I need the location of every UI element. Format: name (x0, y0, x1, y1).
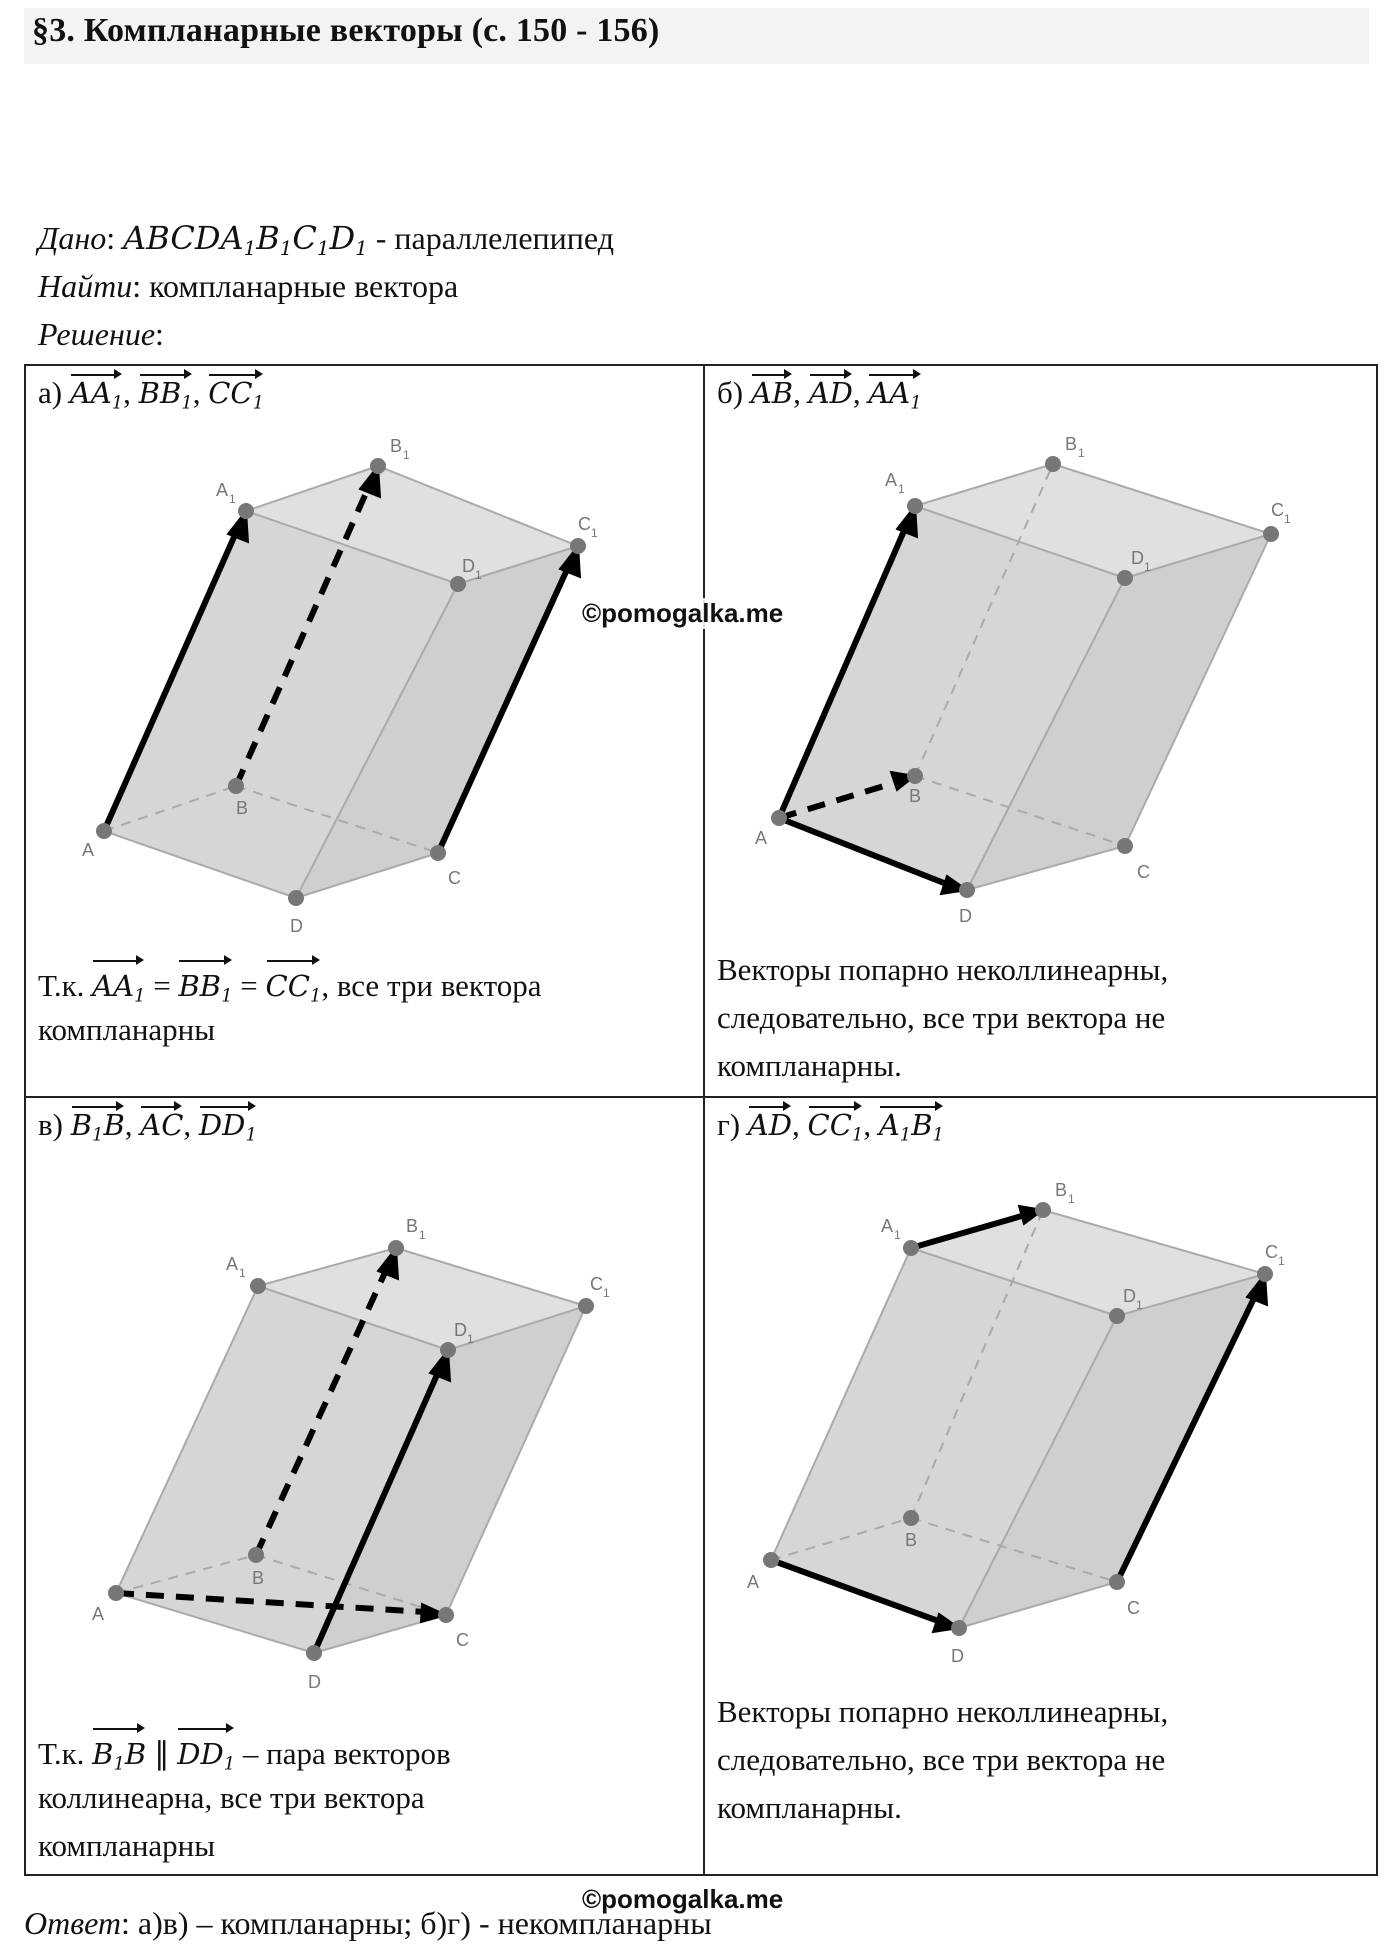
vector-aa1: $AA_1$ (70, 372, 123, 413)
svg-text:B: B (236, 798, 249, 818)
svg-text:D: D (959, 906, 972, 926)
svg-text:1: 1 (467, 1332, 474, 1346)
watermark-middle: ©pomogalka.me (582, 598, 784, 628)
svg-text:1: 1 (1068, 1192, 1075, 1206)
svg-text:A: A (216, 480, 229, 500)
svg-text:D: D (290, 916, 303, 936)
svg-text:A: A (881, 1216, 894, 1236)
cell-g-text-line1: Векторы попарно неколлинеарны, (717, 1694, 1169, 1729)
svg-text:A: A (92, 1604, 105, 1624)
svg-text:1: 1 (1284, 512, 1291, 526)
svg-text:1: 1 (1136, 1298, 1143, 1312)
svg-text:A: A (885, 470, 898, 490)
vector-cc1: $CC_1$ (208, 372, 264, 413)
svg-text:A: A (747, 1572, 760, 1592)
svg-text:A: A (82, 840, 95, 860)
cell-b-text-line2: следовательно, все три вектора не (717, 1000, 1166, 1035)
svg-text:1: 1 (1278, 1254, 1285, 1268)
vector-ad: AD (809, 372, 853, 410)
svg-text:1: 1 (591, 526, 598, 540)
given-parallelepiped: $ABCDA_1B_1C_1D_1$ (123, 219, 368, 260)
svg-text:1: 1 (229, 492, 236, 506)
cell-v-label: в) $B_1B$, AC, $DD_1$ (38, 1104, 257, 1145)
cell-g-text-line3: компланарны. (717, 1790, 902, 1825)
svg-text:D: D (462, 556, 475, 576)
vector-ad-g: AD (748, 1104, 792, 1142)
vector-ab: AB (751, 372, 793, 410)
vector-dd1: $DD_1$ (199, 1104, 257, 1145)
svg-text:B: B (909, 786, 922, 806)
svg-text:1: 1 (898, 482, 905, 496)
svg-text:1: 1 (419, 1228, 426, 1242)
svg-text:B: B (252, 1568, 265, 1588)
cell-v-text-line1: Т.к. $B_1B$ ∥ $DD_1$ – пара векторов (38, 1726, 451, 1788)
vector-b1b: $B_1B$ (71, 1104, 125, 1145)
svg-text:C: C (578, 514, 591, 534)
solution-label: Решение (38, 316, 156, 352)
cell-g (705, 1098, 1378, 1876)
svg-text:1: 1 (403, 448, 410, 462)
solution-line: Решение: (38, 316, 164, 352)
svg-text:D: D (454, 1320, 467, 1340)
vector-ac: AC (140, 1104, 183, 1142)
svg-text:C: C (456, 1630, 469, 1650)
cell-b-label: б) AB, AD, $AA_1$ (717, 372, 922, 413)
answer-label: Ответ (24, 1905, 121, 1941)
svg-text:C: C (1137, 862, 1150, 882)
svg-text:1: 1 (894, 1228, 901, 1242)
vector-aa1-b: $AA_1$ (868, 372, 921, 413)
svg-text:C: C (448, 868, 461, 888)
svg-text:1: 1 (475, 568, 482, 582)
cell-v-text-line3: компланарны (38, 1828, 216, 1863)
cell-b (705, 366, 1378, 1096)
svg-text:C: C (590, 1274, 603, 1294)
cell-g-label: г) AD, $CC_1$, $A_1B_1$ (717, 1104, 944, 1145)
vector-a1b1: $A_1B_1$ (879, 1104, 944, 1145)
svg-text:C: C (1127, 1598, 1140, 1618)
svg-text:1: 1 (1144, 560, 1151, 574)
svg-text:C: C (1271, 500, 1284, 520)
svg-text:B: B (390, 436, 403, 456)
watermark-bottom: ©pomogalka.me (582, 1884, 784, 1914)
solution-table (24, 364, 1378, 1876)
page-title: §3. Компланарные векторы (с. 150 - 156) (32, 12, 660, 49)
svg-text:B: B (406, 1216, 419, 1236)
cell-a-text-line2: компланарны (38, 1012, 216, 1047)
vector-bb1: $BB_1$ (139, 372, 193, 413)
svg-text:A: A (755, 828, 768, 848)
cell-a (26, 366, 703, 1096)
svg-text:1: 1 (1078, 446, 1085, 460)
cell-v-text-line2: коллинеарна, все три вектора (38, 1780, 425, 1815)
svg-text:1: 1 (603, 1286, 610, 1300)
cell-g-text-line2: следовательно, все три вектора не (717, 1742, 1166, 1777)
svg-text:D: D (1123, 1286, 1136, 1306)
find-label: Найти (38, 268, 133, 304)
svg-text:D: D (308, 1672, 321, 1692)
answer-line: Ответ: а)в) – компланарны; б)г) - некомпланарны (24, 1905, 712, 1941)
svg-text:D: D (1131, 548, 1144, 568)
svg-text:B: B (905, 1530, 918, 1550)
cell-b-text-line1: Векторы попарно неколлинеарны, (717, 952, 1169, 987)
cell-b-text-line3: компланарны. (717, 1048, 902, 1083)
svg-text:1: 1 (239, 1266, 246, 1280)
cell-v (26, 1098, 703, 1876)
svg-text:C: C (1265, 1242, 1278, 1262)
svg-text:B: B (1065, 434, 1078, 454)
cell-a-text-line1: Т.к. $AA_1 = BB_1 = CC_1$, все три вектора (38, 958, 541, 1020)
given-line: Дано: $ABCDA_1B_1C_1D_1$ - параллелепипед (38, 219, 614, 260)
given-label: Дано (38, 220, 107, 256)
cell-a-label: а) $AA_1$, $BB_1$, $CC_1$ (38, 372, 264, 413)
svg-text:D: D (951, 1646, 964, 1666)
svg-text:B: B (1055, 1180, 1068, 1200)
find-line: Найти: компланарные вектора (38, 268, 459, 304)
svg-text:A: A (226, 1254, 239, 1274)
vector-cc1-g: $CC_1$ (808, 1104, 864, 1145)
